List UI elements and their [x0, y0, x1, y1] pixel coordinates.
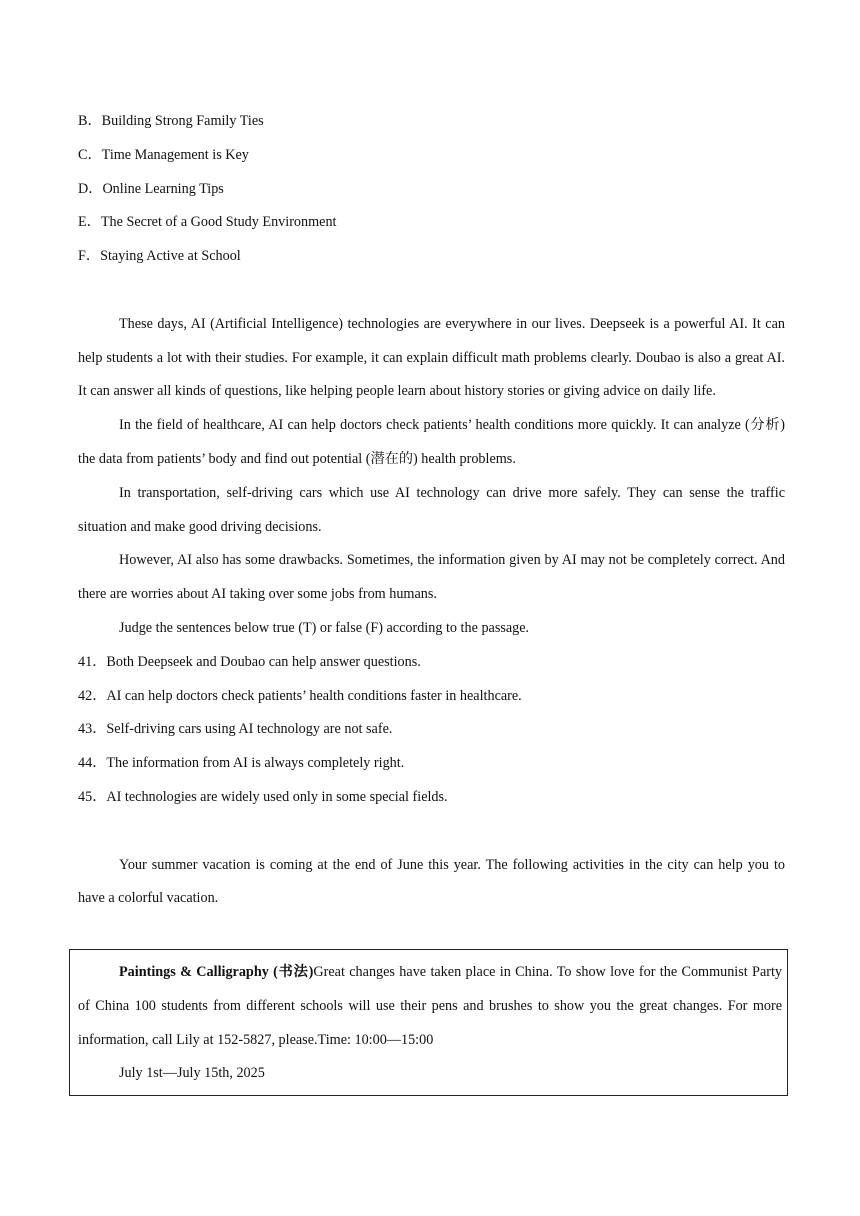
notice-body: Great changes have taken place in China. To show love for the Communist Party of China 100 students from different schools will use their pens and brushes to show you the great changes. For more information, call Lily at 152-5827, please.Time: 10:00—15:00: [78, 964, 782, 1048]
vacation-intro: Your summer vacation is coming at the end of June this year. The following activities in the city can help you to have a colorful vacation.: [78, 856, 785, 907]
question-text: AI technologies are widely used only in some special fields.: [106, 788, 448, 805]
option-text: Online Learning Tips: [102, 180, 224, 197]
option-letter: F．: [78, 248, 101, 265]
option-letter: D．: [78, 180, 103, 197]
question-44: [78, 747, 785, 781]
notice-date: July 1st—July 15th, 2025: [119, 1065, 265, 1082]
passage-paragraph-4: However, AI also has some drawbacks. Sometimes, the information given by AI may not be completely correct. And there are worries about AI taking over some jobs from humans.: [78, 552, 785, 603]
question-text: Self-driving cars using AI technology are not safe.: [106, 721, 393, 738]
option-letter: E．: [78, 214, 101, 231]
question-number: 42．: [78, 687, 107, 704]
instruction-text: Judge the sentences below true (T) or false (F) according to the passage.: [119, 619, 530, 636]
passage-paragraph-1: These days, AI (Artificial Intelligence) technologies are everywhere in our lives. Deepseek is a powerful AI. It can help students a lot with their studies. For example, it can explain difficult math problems clearly. Doubao is also a great AI. It can answer all kinds of questions, like helping people learn about history stories or giving advice on daily life.: [78, 315, 785, 400]
option-d: [78, 173, 785, 207]
option-letter: B．: [78, 113, 102, 129]
document-page: [78, 105, 785, 916]
option-text: Staying Active at School: [100, 248, 241, 265]
spacer: [78, 815, 785, 849]
question-text: The information from AI is always completely right.: [106, 755, 405, 772]
spacer: [78, 274, 785, 308]
question-number: 44．: [78, 755, 107, 772]
question-42: [78, 680, 785, 714]
notice-title: Paintings & Calligraphy (书法): [119, 964, 314, 980]
option-letter: C．: [78, 146, 102, 163]
question-45: [78, 781, 785, 815]
option-e: [78, 206, 785, 240]
question-number: 41．: [78, 653, 107, 670]
activity-notice-box: [69, 949, 788, 1096]
question-number: 43．: [78, 721, 107, 738]
question-number: 45．: [78, 788, 107, 805]
option-text: The Secret of a Good Study Environment: [100, 214, 337, 231]
option-text: Building Strong Family Ties: [101, 113, 264, 129]
question-text: Both Deepseek and Doubao can help answer questions.: [106, 653, 421, 670]
question-41: [78, 646, 785, 680]
question-43: [78, 713, 785, 747]
passage-paragraph-3: In transportation, self-driving cars which use AI technology can drive more safely. They can sense the traffic situation and make good driving decisions.: [78, 484, 785, 535]
option-f: [78, 240, 785, 274]
option-text: Time Management is Key: [101, 146, 249, 163]
option-c: [78, 139, 785, 173]
notice-paragraph: [78, 956, 782, 1057]
option-b: [78, 105, 785, 139]
question-text: AI can help doctors check patients’ health conditions faster in healthcare.: [106, 687, 522, 704]
passage-paragraph-2: In the field of healthcare, AI can help doctors check patients’ health conditions more quickly. It can analyze (分析) the data from patients’ body and find out potential (潜在的) health problems.: [78, 417, 785, 467]
